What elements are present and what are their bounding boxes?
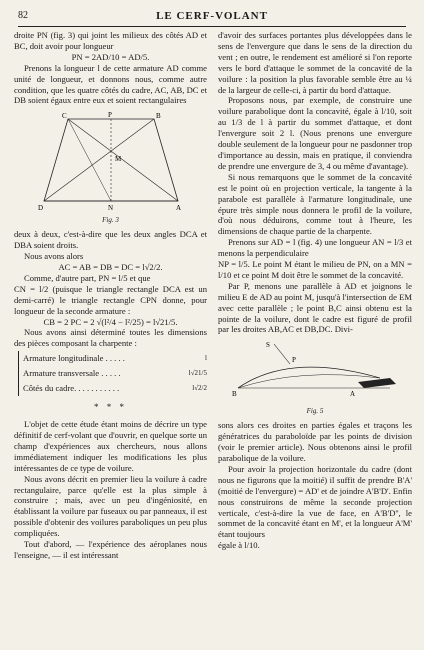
fig5-label: B [232, 390, 237, 399]
paragraph: CN = l/2 (puisque le triangle rectangle DCA est un demi-carré) le triangle rectangle CPN donne, pour longueur de la seconde armature : [14, 283, 207, 316]
paragraph: droite PN (fig. 3) qui joint les milieux des côtés AD et BC, doit avoir pour longueur [14, 30, 207, 51]
fig5-label: P [292, 356, 296, 365]
paragraph: deux à deux, c'est-à-dire que les deux angles DCA et DBA soient droits. [14, 229, 207, 251]
dimensions-table [18, 351, 207, 396]
fig3-label: N [107, 204, 113, 213]
row-value: l√21/5 [188, 369, 207, 378]
fig5-label: S [266, 341, 270, 350]
figure-5-caption: Fig. 5 [306, 407, 324, 416]
table-row [23, 381, 207, 396]
paragraph: Nous avons ainsi déterminé toutes les dimensions des pièces composant la charpente : [14, 327, 207, 349]
paragraph: Pour avoir la projection horizontale du cadre (dont nous ne figurons que la moitié) il suffit de prendre B'A' (moitié de l'envergure) = AD' et de joindre A'B'D'. Enfin nous construirons de même la seconde projection verticale, c'est-à-dire la vue de face, en A'B'D'', le sommet de la concavité étant en M', et la longueur A'M' étant toujours [218, 463, 412, 540]
fig3-label: C [61, 112, 67, 121]
paragraph: Tout d'abord, — l'expérience des aéroplanes nous l'enseigne, — il est intéressant [14, 539, 207, 560]
paragraph: Nous avons alors [24, 251, 84, 262]
paragraph: Si nous remarquons que le sommet de la concavité est le point où en projection verticale, la tangente à la parabole est parallèle à l'armature longitudinale, une épure très simple nous donnera le profil de la voilure, d'où nous déduirons, comme tout à l'heure, les dimensions de chaque partie de la charpente. [218, 171, 412, 237]
paragraph: Comme, d'autre part, PN = l/5 et que [24, 272, 151, 283]
fig3-label: P [107, 111, 112, 120]
paragraph: Par P, menons une parallèle à AD et joignons le milieu E de AD au point M, jusqu'à l'intersection de EM avec cette parallèle ; le point B,C ainsi obtenu est la pointe de la voilure, dont le cadre est figuré de profil par les droites AB,AC et DB,DC. Divi- [218, 280, 412, 335]
paragraph: Nous avons décrit en premier lieu la voilure à cadre rectangulaire, parce qu'elle est la plus simple à construire ; mais, avec un peu d'ingéniosité, en établissant la voilure par fuseaux ou par panneaux, il est possible d'obtenir des voilures paraboliques un peu plus compliquées. [14, 473, 207, 539]
figure-3-caption: Fig. 3 [102, 216, 119, 225]
row-value: l [205, 354, 207, 363]
paragraph: sons alors ces droites en parties égales et traçons les génératrices du paraboloïde par les points de division (voir le premier article). Nous obtenons ainsi le profil parabolique de la voilure. [218, 420, 412, 463]
paragraph: Prenons la longueur l de cette armature AD comme unité de longueur, et donnons nous, comme autre condition, que les quatre côtés du cadre, AC, AB, DC et DB soient égaux entre eux et soient rectangulaires [14, 62, 207, 106]
fig5-label: A [350, 390, 356, 399]
paragraph: NP = l/5. Le point M étant le milieu de PN, on a MN = l/10 et ce point M doit être le sommet de la concavité. [218, 259, 412, 280]
fig3-label: B [155, 112, 161, 121]
paragraph: d'avoir des surfaces portantes plus développées dans le sens de l'envergure que dans le sens de la direction du vent ; en outre, le rendement est amélioré si l'on reporte vers le bord d'attaque le sommet de la concavité de la voilure : la position la plus favorable semble être au ¼ de la largeur de celle-ci, à partir du bord d'attaque. [218, 30, 412, 95]
figure-3-diagram [36, 109, 186, 213]
fig3-label: D [37, 204, 43, 213]
figure-5-diagram [230, 338, 400, 404]
equation-sides: AC = AB = DB = DC = l√2/2. [58, 261, 163, 272]
paragraph: L'objet de cette étude étant moins de décrire un type définitif de cerf-volant que d'ouvrir, en quelque sorte un champ d'expériences aux chercheurs, nous allons immédiatement indiquer les modifications les plus intéressantes de ce type de voilure. [14, 419, 207, 473]
table-row [23, 366, 207, 381]
equation-cb: CB = 2 PC = 2 √(l²/4 − l²/25) = l√21/5. [43, 316, 178, 327]
section-separator: * * * [94, 402, 127, 413]
fig3-label: M [114, 155, 121, 164]
right-column [218, 30, 412, 551]
page-header [18, 10, 406, 27]
row-label: Armature transversale . . . . . [23, 368, 121, 379]
row-value: l√2/2 [192, 384, 207, 393]
page-title: LE CERF-VOLANT [156, 10, 268, 22]
paragraph: Proposons nous, par exemple, de construire une voilure parabolique dont la concavité, égale à l/10, soit au 1/3 de l à partir du sommet d'attaque, et dont l'envergure soit 2 l. (Nous prenons une envergure double seulement de la longueur pour ne pasdonner trop d'importance au dessin, mais en pratique, il conviendra de prendre une envergure de 3, 4 ou même d'avantage). [218, 95, 412, 171]
paragraph: Prenons sur AD = l (fig. 4) une longueur AN = l/3 et menons la perpendiculaire [218, 237, 412, 259]
page-number: 82 [18, 10, 28, 21]
fig3-label: A [175, 204, 181, 213]
paragraph: égale à l/10. [218, 540, 260, 551]
row-label: Côtés du cadre. . . . . . . . . . . [23, 383, 120, 394]
left-column [14, 30, 207, 561]
row-label: Armature longitudinale . . . . . [23, 353, 125, 364]
table-row [23, 351, 207, 366]
equation-pn: PN = 2AD/10 = AD/5. [71, 51, 150, 62]
